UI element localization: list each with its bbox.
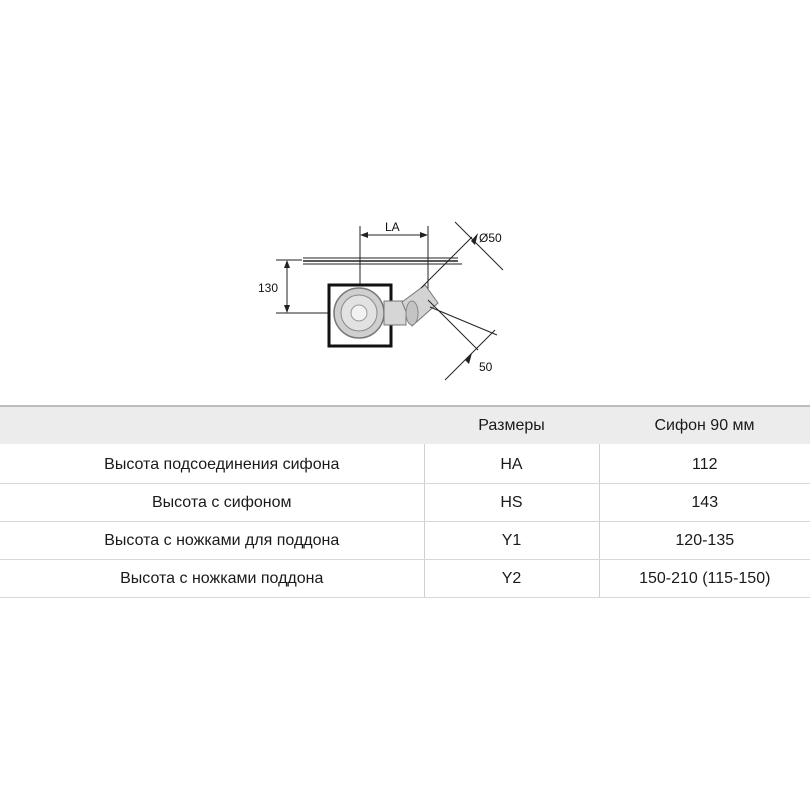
la-dimension-label: LA	[385, 220, 400, 234]
row-label: Высота с ножками для поддона	[0, 522, 424, 560]
table-row	[0, 484, 810, 522]
row-code: Y1	[424, 522, 599, 560]
offset-dimension	[445, 330, 495, 380]
table-row	[0, 560, 810, 598]
row-label: Высота с ножками поддона	[0, 560, 424, 598]
header-siphon-90mm: Сифон 90 мм	[599, 406, 810, 444]
row-code: HS	[424, 484, 599, 522]
dimensions-table	[0, 405, 810, 598]
row-value: 143	[599, 484, 810, 522]
drain-body	[329, 285, 391, 346]
row-value: 150-210 (115-150)	[599, 560, 810, 598]
row-label: Высота подсоединения сифона	[0, 444, 424, 484]
row-value: 120-135	[599, 522, 810, 560]
diameter-dimension	[421, 222, 503, 350]
table-row	[0, 444, 810, 484]
row-value: 112	[599, 444, 810, 484]
tray-floor-lines	[303, 258, 462, 264]
row-label: Высота с сифоном	[0, 484, 424, 522]
siphon-technical-drawing	[0, 0, 810, 400]
diameter-dimension-label: Ø50	[479, 231, 502, 245]
table-row	[0, 522, 810, 560]
row-code: Y2	[424, 560, 599, 598]
height-dimension-label: 130	[258, 281, 279, 295]
header-dimensions: Размеры	[424, 406, 599, 444]
header-label-column	[0, 406, 424, 444]
offset-dimension-label: 50	[479, 360, 493, 374]
table-header-row	[0, 406, 810, 444]
row-code: HA	[424, 444, 599, 484]
